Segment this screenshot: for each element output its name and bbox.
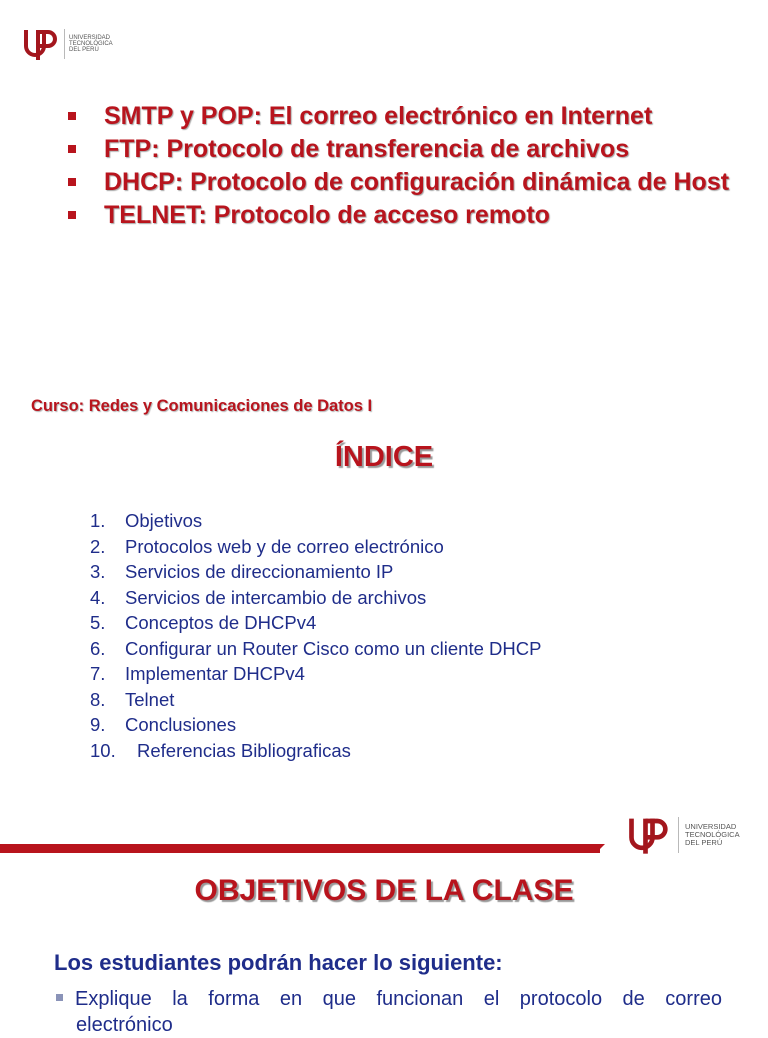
utp-logo-mark-icon	[626, 814, 672, 856]
logo-line-2: TECNOLÓGICA	[685, 830, 740, 840]
logo-divider	[678, 817, 679, 853]
index-item: 8. Telnet	[90, 688, 175, 710]
square-bullet-icon	[68, 178, 76, 186]
logo-text	[685, 823, 740, 847]
protocol-bullet: DHCP: Protocolo de configuración dinámica de Host	[66, 166, 746, 199]
square-bullet-icon	[68, 211, 76, 219]
logo-text	[69, 35, 113, 54]
index-title: ÍNDICE	[334, 441, 434, 473]
slide-protocols	[0, 0, 768, 430]
index-item: 6. Configurar un Router Cisco como un cliente DHCP	[90, 637, 542, 659]
index-item: 5. Conceptos de DHCPv4	[90, 612, 317, 633]
logo-line-3: DEL PERÚ	[685, 837, 723, 847]
header-red-bar	[0, 844, 600, 853]
index-item: 1. Objetivos	[90, 510, 203, 531]
logo-line-2: TECNOLÓGICA	[69, 40, 113, 47]
index-item: 7. Implementar DHCPv4	[90, 663, 305, 684]
square-bullet-icon	[56, 994, 63, 1001]
protocol-bullet: SMTP y POP: El correo electrónico en Internet	[66, 100, 746, 133]
utp-logo	[22, 26, 113, 62]
header-red-bar-tip	[596, 844, 605, 853]
utp-logo-large	[626, 814, 740, 856]
protocol-bullet-list	[66, 100, 746, 232]
index-item: 4. Servicios de intercambio de archivos	[90, 586, 427, 608]
course-title: Curso: Redes y Comunicaciones de Datos I	[31, 397, 373, 415]
protocol-bullet: FTP: Protocolo de transferencia de archivos	[66, 133, 746, 166]
utp-logo-mark-icon	[22, 26, 60, 62]
protocol-bullet: TELNET: Protocolo de acceso remoto	[66, 199, 746, 232]
objectives-subtitle: Los estudiantes podrán hacer lo siguiente:	[54, 950, 503, 975]
index-item: 9. Conclusiones	[90, 714, 237, 735]
square-bullet-icon	[68, 145, 76, 153]
index-item: 10. Referencias Bibliograficas	[90, 739, 351, 761]
square-bullet-icon	[68, 112, 76, 120]
index-item: 2. Protocolos web y de correo electrónico	[90, 535, 444, 557]
objective-bullet: Explique la forma en que funcionan el protocolo de correo	[56, 986, 722, 1012]
index-list	[90, 508, 541, 763]
logo-line-3: DEL PERÚ	[69, 47, 99, 54]
logo-line-1: UNIVERSIDAD	[685, 822, 737, 832]
objectives-title: OBJETIVOS DE LA CLASE	[194, 874, 574, 907]
logo-line-1: UNIVERSIDAD	[69, 34, 111, 41]
objective-bullet-continuation: electrónico	[76, 1014, 173, 1036]
logo-divider	[64, 29, 65, 59]
index-item: 3. Servicios de direccionamiento IP	[90, 561, 394, 582]
